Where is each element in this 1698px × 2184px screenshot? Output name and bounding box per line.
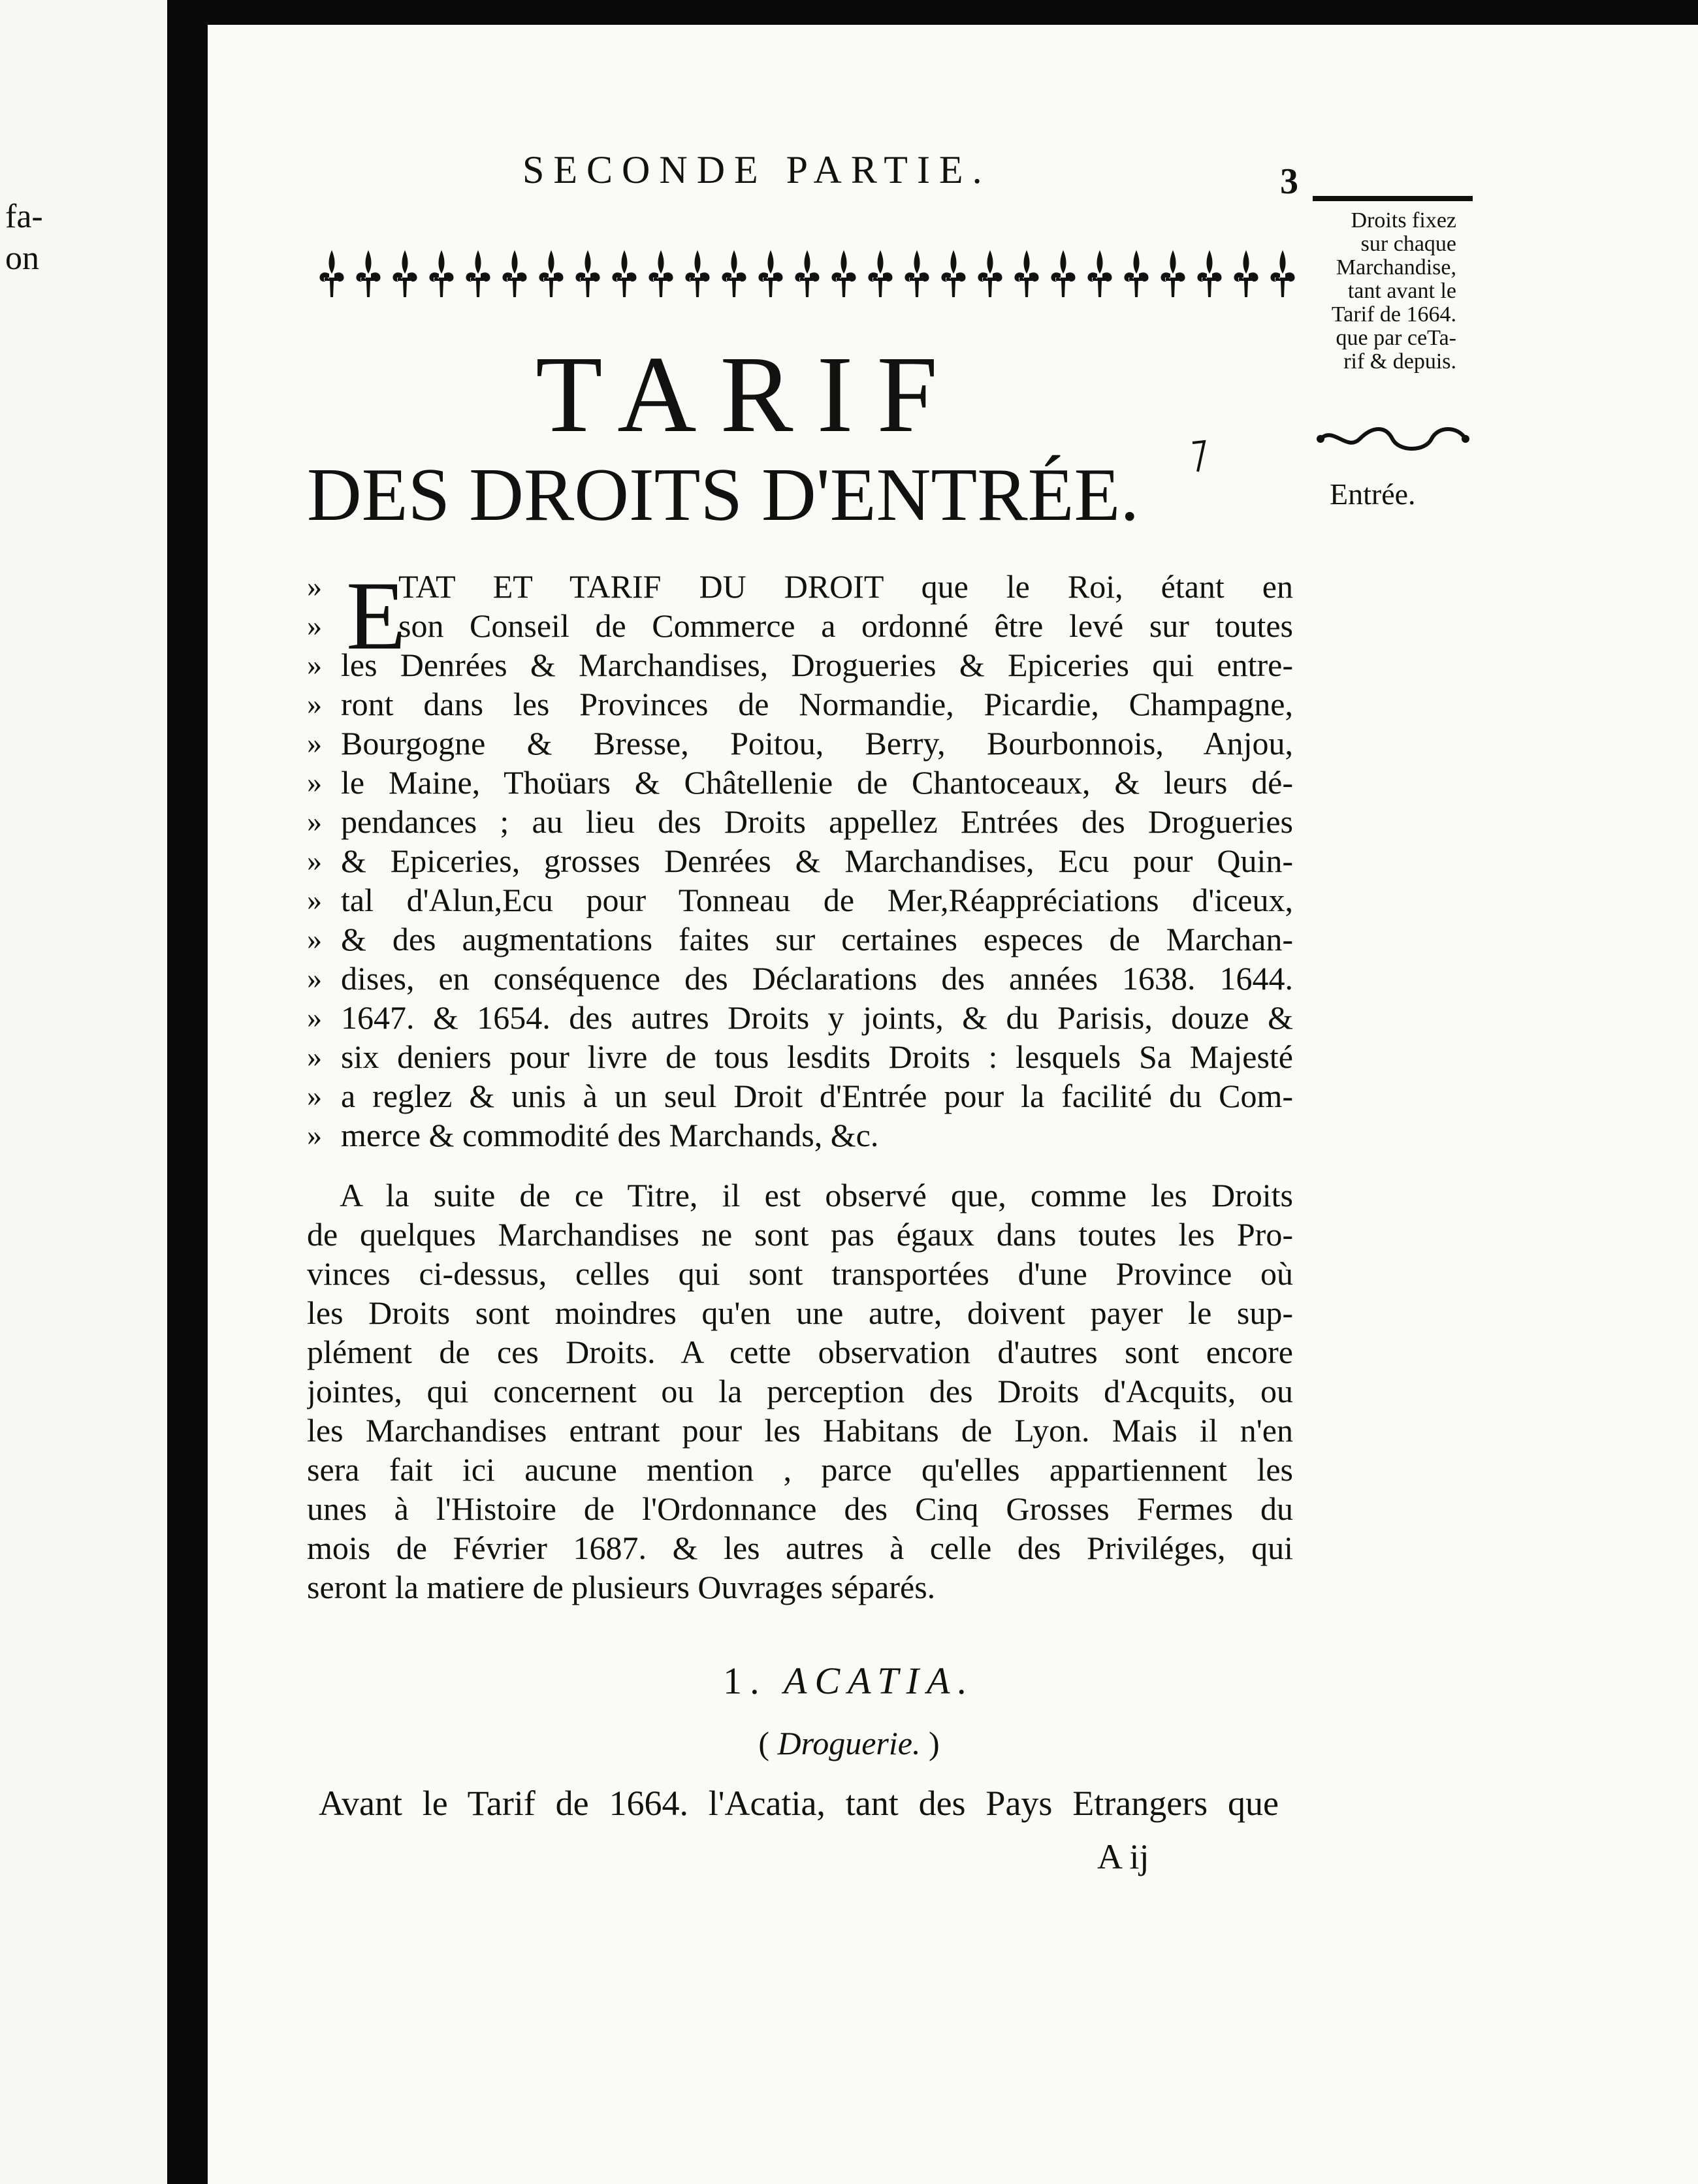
page-number: 3 [1280,161,1298,202]
fleur-de-lis-icon [502,250,526,297]
quoted-line [307,998,1293,1037]
margin-section-label: Entrée. [1330,477,1416,511]
quote-mark: » [307,1001,322,1034]
fleur-de-lis-icon [429,250,453,297]
quote-mark: » [307,609,322,642]
quote-mark: » [307,883,322,916]
margin-note-line: tant avant le [1347,279,1456,303]
fleur-de-lis-icon [905,250,929,297]
quoted-line-text: merce & commodité des Marchands, &c. [341,1117,879,1153]
quoted-line [307,1076,1293,1116]
running-title: SECONDE PARTIE. [522,148,991,191]
fleur-de-lis-icon [978,250,1002,297]
fleur-de-lis-icon [868,250,892,297]
fleur-de-lis-icon [758,250,782,297]
quoted-line [307,645,1293,684]
margin-rule [1313,196,1473,201]
quote-mark: » [307,922,322,956]
paragraph-line: plément de ces Droits. A cette observation d'autres sont encore [307,1334,1293,1370]
fleur-de-lis-icon [612,250,636,297]
quote-mark: » [307,765,322,799]
fleur-de-lis-icon [319,250,344,297]
main-title: TARIF [536,334,961,455]
quoted-line [307,802,1293,841]
paragraph-line: unes à l'Histoire de l'Ordonnance des Cinq Grosses Fermes du [307,1490,1293,1527]
fleur-de-lis-icon [685,250,709,297]
paragraph-line: les Marchandises entrant pour les Habitans de Lyon. Mais il n'en [307,1412,1293,1449]
fleur-de-lis-icon [1051,250,1075,297]
previous-page-fragment: on [5,240,39,277]
quoted-paragraph [307,562,1293,1155]
quoted-line-text: tal d'Alun,Ecu pour Tonneau de Mer,Réappréciations d'iceux, [341,882,1293,918]
quoted-line [307,724,1293,763]
article-name: ACATIA. [784,1660,975,1702]
quoted-line [307,920,1293,959]
fleur-de-lis-icon [392,250,417,297]
quote-mark: » [307,687,322,720]
article-category: ( Droguerie. ) [758,1725,940,1761]
paragraph-line: jointes, qui concernent ou la perception des Droits d'Acquits, ou [307,1373,1293,1409]
quote-mark: » [307,1040,322,1073]
previous-page-fragment: fa- [5,198,43,235]
quoted-line [307,959,1293,998]
paragraph-line: Avant le Tarif de 1664. l'Acatia, tant des Pays Etrangers que [319,1784,1279,1823]
quoted-line-text: Bourgogne & Bresse, Poitou, Berry, Bourbonnois, Anjou, [341,725,1293,762]
quoted-line-text: dises, en conséquence des Déclarations des années 1638. 1644. [341,960,1293,997]
fleur-de-lis-icon [1161,250,1185,297]
handwritten-accent-mark [1189,438,1208,477]
quoted-line-text: six deniers pour livre de tous lesdits Droits : lesquels Sa Majesté [341,1038,1293,1075]
previous-page-edge [0,0,167,2184]
fleur-de-lis-icon [539,250,563,297]
fleur-de-lis-icon [831,250,856,297]
article-heading [0,1659,1698,1703]
quoted-line-text: les Denrées & Marchandises, Drogueries & Epiceries qui entre- [341,647,1293,683]
signature-mark: A ij [1097,1837,1149,1876]
fleur-de-lis-icon [722,250,746,297]
article-category-label: Droguerie. [777,1725,921,1761]
margin-note-line: que par ceTa- [1336,326,1456,350]
quote-mark: » [307,648,322,681]
margin-note [1306,209,1456,374]
quote-mark: » [307,805,322,838]
quoted-line-text: & des augmentations faites sur certaines especes de Marchan- [341,921,1293,957]
fleur-de-lis-icon [1234,250,1258,297]
quoted-line [307,763,1293,802]
fleur-de-lis-icon [466,250,490,297]
quoted-line-text: & Epiceries, grosses Denrées & Marchandises, Ecu pour Quin- [341,843,1293,879]
article-number: 1. [723,1660,767,1702]
quoted-line [307,1037,1293,1076]
quote-mark: » [307,1079,322,1112]
fleur-de-lis-icon [1124,250,1148,297]
paragraph-line: les Droits sont moindres qu'en une autre, doivent payer le sup- [307,1294,1293,1331]
paragraph-line: mois de Février 1687. & les autres à celle des Priviléges, qui [307,1530,1293,1566]
paragraph-line: A la suite de ce Titre, il est observé que, comme les Droits [340,1177,1293,1213]
fleur-de-lis-icon [1197,250,1221,297]
quoted-line [307,880,1293,920]
fleur-de-lis-icon [575,250,600,297]
quote-mark: » [307,844,322,877]
quote-mark: » [307,1118,322,1151]
quoted-line-text: TAT ET TARIF DU DROIT que le Roi, étant en [398,568,1293,605]
fleur-de-lis-icon [1087,250,1112,297]
fleur-de-lis-icon [1270,250,1294,297]
margin-flourish-ornament [1314,426,1471,452]
paragraph-line: de quelques Marchandises ne sont pas égaux dans toutes les Pro- [307,1216,1293,1253]
quote-mark: » [307,570,322,603]
quoted-line [307,841,1293,880]
quoted-line-text: a reglez & unis à un seul Droit d'Entrée pour la facilité du Com- [341,1078,1293,1114]
fleur-de-lis-icon [941,250,965,297]
fleuron-ornament-band [313,245,1296,304]
margin-note-line: Marchandise, [1336,255,1456,280]
margin-note-line: Tarif de 1664. [1331,302,1456,327]
fleur-de-lis-icon [356,250,380,297]
margin-note-line: sur chaque [1360,232,1456,256]
margin-note-line: Droits fixez [1351,208,1456,233]
quoted-line [307,606,1293,645]
body-paragraph [307,1176,1293,1607]
margin-note-line: rif & depuis. [1343,349,1456,374]
quote-mark: » [307,726,322,760]
paragraph-line: vinces ci-dessus, celles qui sont transportées d'une Province où [307,1255,1293,1292]
fleur-de-lis-icon [1014,250,1038,297]
paragraph-line: sera fait ici aucune mention , parce qu'elles appartiennent les [307,1451,1293,1488]
fleur-de-lis-icon [649,250,673,297]
subtitle: DES DROITS D'ENTRÉE. [307,453,1140,537]
quoted-line-text: 1647. & 1654. des autres Droits y joints, & du Parisis, douze & [341,999,1293,1036]
quoted-line-text: ront dans les Provinces de Normandie, Picardie, Champagne, [341,686,1293,722]
quoted-line-text: son Conseil de Commerce a ordonné être levé sur toutes [398,607,1293,644]
fleur-de-lis-icon [795,250,819,297]
quote-mark: » [307,961,322,995]
quoted-line-text: pendances ; au lieu des Droits appellez Entrées des Drogueries [341,803,1293,840]
quoted-line [307,1116,1293,1155]
drop-cap: E [346,562,406,670]
paragraph-line: seront la matiere de plusieurs Ouvrages séparés. [307,1569,936,1605]
quoted-line-text: le Maine, Thoüars & Châtellenie de Chantoceaux, & leurs dé- [341,764,1293,801]
quoted-line [307,567,1293,606]
quoted-line [307,684,1293,724]
